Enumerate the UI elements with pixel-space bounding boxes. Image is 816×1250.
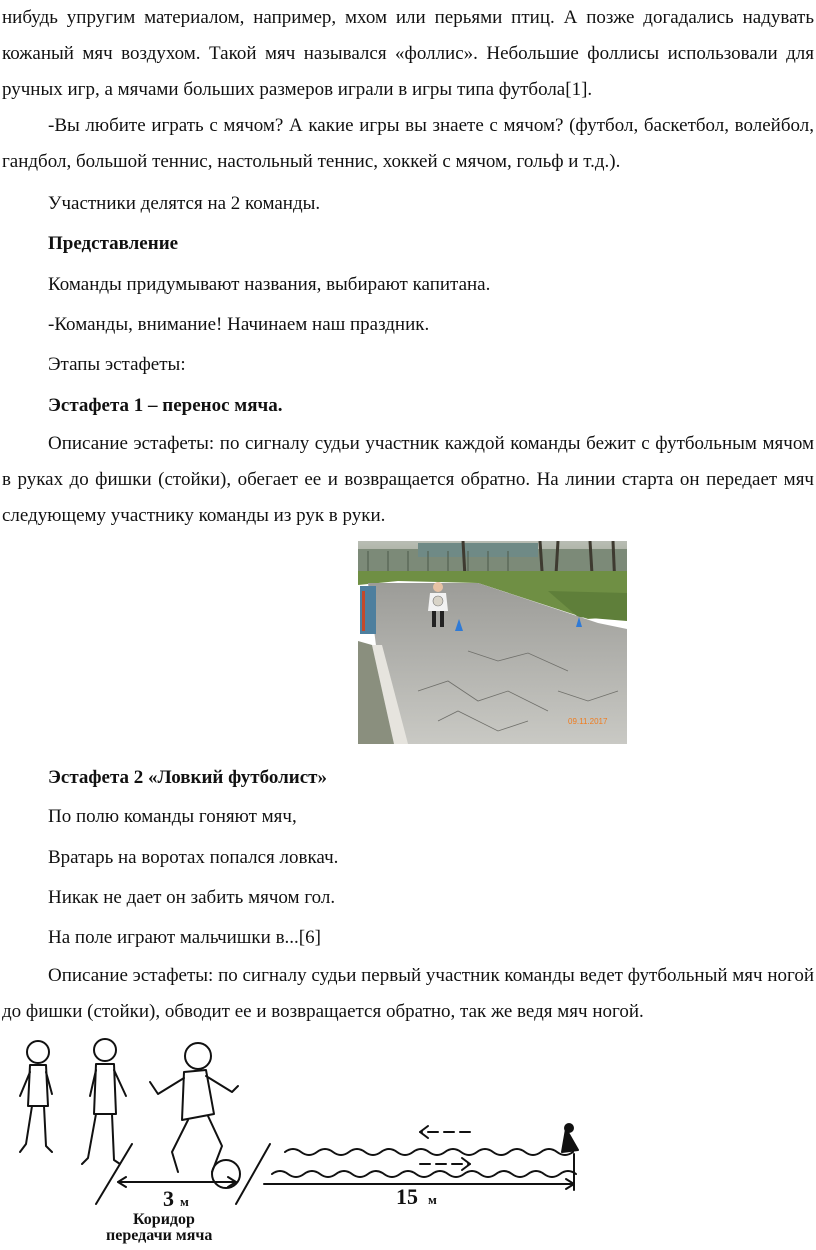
paragraph-history: нибудь упругим материалом, например, мхом или перьями птиц. А позже догадались надувать кожаный мяч воздухом. Такой мяч назывался «фоллис». Небольшие фоллисы использовали для ручных игр, а мячами больших размеров играли в игры типа футбола[1]. [2,7,814,100]
relay-diagram [0,1034,816,1245]
child-figure-2 [82,1039,126,1164]
paragraph-stages: Этапы эстафеты: [48,354,186,375]
heading-presentation: Представление [48,233,179,254]
heading-relay-1: Эстафета 1 – перенос мяча. [48,395,283,416]
paragraph-teams: Участники делятся на 2 команды. [48,193,321,214]
distance-long-value: 15 [396,1184,418,1209]
corridor-label-line-1: Коридор [133,1211,195,1228]
paragraph-relay-2-description: Описание эстафеты: по сигналу судьи первый участник команды ведет футбольный мяч ногой до фишки (стойки), обводит ее и возвращается обратно, так же ведя мяч ногой. [2,965,814,1022]
verse-line-2: Вратарь на воротах попался ловкач. [48,847,339,868]
heading-relay-2: Эстафета 2 «Ловкий футболист» [48,767,327,788]
photo-date-stamp: 09.11.2017 [568,717,608,726]
verse-line-4: На поле играют мальчишки в...[6] [48,927,321,948]
paragraph-relay-1-description: Описание эстафеты: по сигналу судьи участник каждой команды бежит с футбольным мячом в руках до фишки (стойки), обегает ее и возвращается обратно. На линии старта он передает мяч следующему участнику команды из рук в руки. [2,433,814,526]
verse-line-1: По полю команды гоняют мяч, [48,806,297,827]
paragraph-start: -Команды, внимание! Начинаем наш праздник. [48,314,430,335]
distance-long-unit: м [428,1192,437,1207]
child-figure-1 [20,1041,52,1152]
corridor-label-line-2: передачи мяча [106,1227,213,1244]
football-icon [212,1160,240,1188]
paragraph-team-names: Команды придумывают названия, выбирают капитана. [48,274,491,295]
distance-short-value: 3 [163,1186,174,1211]
paragraph-question: -Вы любите играть с мячом? А какие игры вы знаете с мячом? (футбол, баскетбол, волейбол, гандбол, большой теннис, настольный теннис, хоккей с мячом, гольф и т.д.). [2,115,814,172]
relay-photo [358,541,627,744]
distance-short-unit: м [180,1194,189,1209]
verse-line-3: Никак не дает он забить мячом гол. [48,887,336,908]
child-figure-3 [150,1043,238,1172]
